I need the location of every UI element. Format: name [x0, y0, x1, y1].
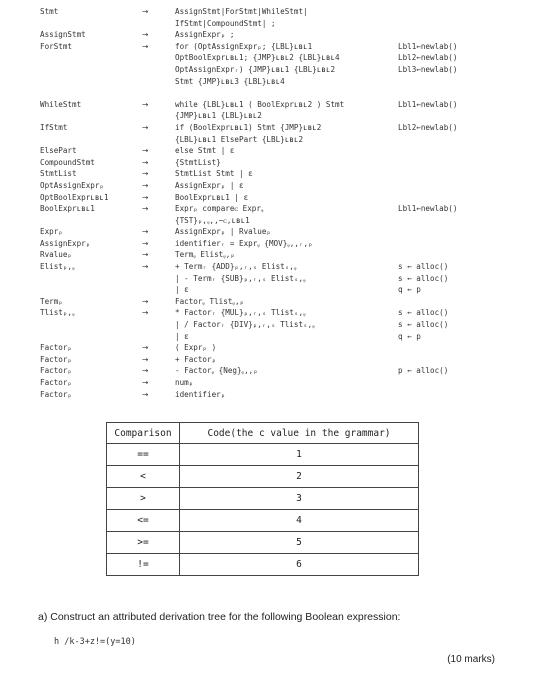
code-cell: 2: [180, 466, 419, 488]
rule-lhs: CompoundStmt: [40, 157, 95, 167]
rule-rhs: {TST}ₚ,ᵩ,,~ᴄ,ʟʙʟ1: [175, 215, 250, 225]
rule-rhs: + Termᵣ {ADD}ₚ,ᵣ,ₛ Elistₛ,ᵩ: [175, 262, 297, 272]
rule-rhs: BoolExprʟʙʟ1 | ε: [175, 192, 249, 202]
rule-rhs: identifierᵣ = Exprᵩ {MOV}ᵩ,,ᵣ,ₚ: [175, 238, 313, 248]
rule-arrow: →: [142, 122, 149, 132]
grammar-listing: [40, 6, 530, 400]
rule-rhs: while {LBL}ʟʙʟ1 ( BoolExprʟʙʟ2 ) Stmt: [175, 99, 345, 109]
grammar-rule-row: [40, 134, 530, 146]
code-cell: 1: [180, 444, 419, 466]
rule-lhs: BoolExprʟʙʟ1: [40, 204, 95, 214]
comparison-cell: >=: [107, 532, 180, 554]
grammar-rule-row: [40, 180, 530, 192]
grammar-rule-row: [40, 168, 530, 180]
table-header-row: [107, 423, 419, 444]
comparison-cell: ==: [107, 444, 180, 466]
rule-arrow: →: [142, 343, 149, 353]
grammar-rule-row: [40, 296, 530, 308]
grammar-rule-row: [40, 342, 530, 354]
grammar-rule-row: [40, 29, 530, 41]
rule-lhs: ElsePart: [40, 146, 77, 156]
rule-arrow: →: [142, 389, 149, 399]
grammar-rule-row: [40, 157, 530, 169]
rule-arrow: →: [142, 157, 149, 167]
comparison-header: Comparison: [107, 423, 180, 444]
rule-rhs: + Factorₚ: [175, 354, 217, 364]
code-cell: 4: [180, 510, 419, 532]
rule-action: s ← alloc(): [398, 273, 449, 283]
rule-rhs: AssignExprₚ ;: [175, 30, 235, 40]
rule-rhs: ( Exprₚ ): [175, 343, 217, 353]
grammar-rule-row: [40, 215, 530, 227]
rule-arrow: →: [142, 378, 149, 387]
rule-lhs: Factorₚ: [40, 366, 73, 376]
rule-lhs: Exprₚ: [40, 227, 63, 237]
grammar-rule-row: [40, 238, 530, 250]
rule-rhs: Stmt {JMP}ʟʙʟ3 {LBL}ʟʙʟ4: [175, 76, 285, 86]
rule-action: Lbl2←newlab(): [398, 53, 458, 63]
rule-lhs: AssignExprₚ: [40, 238, 91, 248]
grammar-rule-row: [40, 389, 530, 401]
table-row: [107, 488, 419, 510]
grammar-rule-row: [40, 122, 530, 134]
rule-action: q ← p: [398, 285, 421, 295]
rule-lhs: IfStmt: [40, 122, 68, 132]
rule-action: p ← alloc(): [398, 366, 449, 376]
grammar-rule-row: [40, 365, 530, 377]
table-row: [107, 554, 419, 576]
rule-rhs: StmtList Stmt | ε: [175, 169, 253, 179]
rule-arrow: →: [142, 296, 149, 306]
rule-arrow: →: [142, 308, 149, 318]
rule-rhs: | - Termᵣ {SUB}ₚ,ᵣ,ₛ Elistₛ,ᵩ: [175, 273, 306, 283]
rule-arrow: →: [142, 30, 149, 40]
rule-arrow: →: [142, 146, 149, 156]
grammar-rule-row: [40, 6, 530, 18]
code-header: Code(the c value in the grammar): [180, 423, 419, 444]
code-cell: 6: [180, 554, 419, 576]
rule-lhs: AssignStmt: [40, 30, 86, 40]
rule-arrow: →: [142, 238, 149, 248]
table-row: [107, 444, 419, 466]
comparison-cell: <=: [107, 510, 180, 532]
rule-arrow: →: [142, 41, 149, 51]
rule-lhs: OptBoolExprʟʙʟ1: [40, 192, 109, 202]
rule-rhs: OptBoolExprʟʙʟ1; {JMP}ʟʙʟ2 {LBL}ʟʙʟ4: [175, 53, 340, 63]
rule-rhs: OptAssignExprᵣ) {JMP}ʟʙʟ1 {LBL}ʟʙʟ2: [175, 64, 336, 74]
grammar-rule-row: [40, 273, 530, 285]
grammar-rule-row: [40, 226, 530, 238]
rule-arrow: →: [142, 169, 149, 179]
rule-lhs: Elistₚ,ᵩ: [40, 262, 75, 272]
rule-arrow: →: [142, 227, 149, 237]
rule-action: Lbl3←newlab(): [398, 64, 458, 74]
grammar-rule-row: [40, 76, 530, 88]
code-cell: 3: [180, 488, 419, 510]
boolean-expression: h /k-3+z!=(y=10): [54, 637, 136, 647]
grammar-rule-row: [40, 261, 530, 273]
rule-rhs: else Stmt | ε: [175, 146, 235, 156]
rule-action: Lbl2←newlab(): [398, 122, 458, 132]
rule-lhs: Termₚ: [40, 296, 63, 306]
rule-rhs: - Factorᵩ {Neg}ᵩ,,ₚ: [175, 366, 258, 376]
comparison-cell: >: [107, 488, 180, 510]
rule-rhs: Termᵩ Elistᵩ,ₚ: [175, 250, 235, 260]
grammar-rule-row: [40, 307, 530, 319]
rule-rhs: Exprₚ compareᴄ Exprᵩ: [175, 204, 264, 214]
rule-rhs: AssignExprₚ | ε: [175, 180, 244, 190]
grammar-rule-row: [40, 41, 530, 53]
rule-arrow: →: [142, 7, 149, 16]
rule-rhs: AssignStmt|ForStmt|WhileStmt|: [175, 7, 308, 16]
rule-rhs: Factorᵩ Tlistᵩ,ₚ: [175, 296, 245, 306]
rule-rhs: {LBL}ʟʙʟ1 ElsePart {LBL}ʟʙʟ2: [175, 134, 304, 144]
grammar-rule-row: [40, 203, 530, 215]
rule-arrow: →: [142, 354, 149, 364]
code-cell: 5: [180, 532, 419, 554]
grammar-rule-row: [40, 192, 530, 204]
rule-lhs: StmtList: [40, 169, 77, 179]
rule-lhs: Factorₚ: [40, 389, 73, 399]
comparison-cell: !=: [107, 554, 180, 576]
rule-rhs: {StmtList}: [175, 157, 221, 167]
comparison-cell: <: [107, 466, 180, 488]
rule-action: q ← p: [398, 331, 421, 341]
rule-lhs: WhileStmt: [40, 99, 82, 109]
question-text: a) Construct an attributed derivation tree for the following Boolean expression:: [38, 611, 401, 623]
rule-lhs: OptAssignExprₚ: [40, 180, 105, 190]
grammar-rule-row: [40, 319, 530, 331]
rule-rhs: {JMP}ʟʙʟ1 {LBL}ʟʙʟ2: [175, 111, 262, 121]
grammar-rule-row: [40, 249, 530, 261]
rule-action: s ← alloc(): [398, 262, 449, 272]
rule-arrow: →: [142, 204, 149, 214]
rule-lhs: Rvalueₚ: [40, 250, 73, 260]
rule-rhs: if (BoolExprʟʙʟ1) Stmt {JMP}ʟʙʟ2: [175, 122, 322, 132]
rule-action: s ← alloc(): [398, 320, 449, 330]
rule-rhs: | ε: [175, 331, 189, 341]
marks-label: (10 marks): [447, 654, 495, 665]
grammar-rule-row: [40, 145, 530, 157]
grammar-rule-row: [40, 18, 530, 30]
rule-lhs: Factorₚ: [40, 354, 73, 364]
rule-rhs: AssignExprₚ | Rvalueₚ: [175, 227, 272, 237]
rule-rhs: identifierₚ: [175, 389, 226, 399]
comparison-code-table: [106, 422, 419, 576]
grammar-rule-row: [40, 64, 530, 76]
rule-rhs: for (OptAssignExprₚ; {LBL}ʟʙʟ1: [175, 41, 313, 51]
rule-arrow: →: [142, 262, 149, 272]
grammar-rule-row: [40, 284, 530, 296]
rule-lhs: ForStmt: [40, 41, 73, 51]
rule-lhs: Tlistₚ,ᵩ: [40, 308, 75, 318]
table-row: [107, 532, 419, 554]
rule-action: Lbl1←newlab(): [398, 41, 458, 51]
rule-rhs: | ε: [175, 285, 189, 295]
rule-arrow: →: [142, 99, 149, 109]
rule-arrow: →: [142, 192, 149, 202]
rule-rhs: numₚ: [175, 378, 194, 387]
rule-action: Lbl1←newlab(): [398, 204, 458, 214]
rule-rhs: | / Factorᵣ {DIV}ₚ,ᵣ,ₛ Tlistₛ,ᵩ: [175, 320, 315, 330]
rule-lhs: Factorₚ: [40, 378, 73, 387]
rule-rhs: * Factorᵣ {MUL}ₚ,ᵣ,ₛ Tlistₛ,ᵩ: [175, 308, 306, 318]
grammar-rule-row: [40, 110, 530, 122]
grammar-rule-row: [40, 87, 530, 99]
rule-rhs: IfStmt|CompoundStmt| ;: [175, 18, 276, 28]
rule-arrow: →: [142, 250, 149, 260]
grammar-rule-row: [40, 377, 530, 389]
rule-lhs: Factorₚ: [40, 343, 73, 353]
rule-lhs: Stmt: [40, 7, 59, 16]
grammar-rule-row: [40, 99, 530, 111]
rule-action: s ← alloc(): [398, 308, 449, 318]
grammar-rule-row: [40, 331, 530, 343]
rule-arrow: →: [142, 366, 149, 376]
grammar-rule-row: [40, 354, 530, 366]
table-row: [107, 466, 419, 488]
table-row: [107, 510, 419, 532]
grammar-rule-row: [40, 52, 530, 64]
rule-action: Lbl1←newlab(): [398, 99, 458, 109]
rule-arrow: →: [142, 180, 149, 190]
